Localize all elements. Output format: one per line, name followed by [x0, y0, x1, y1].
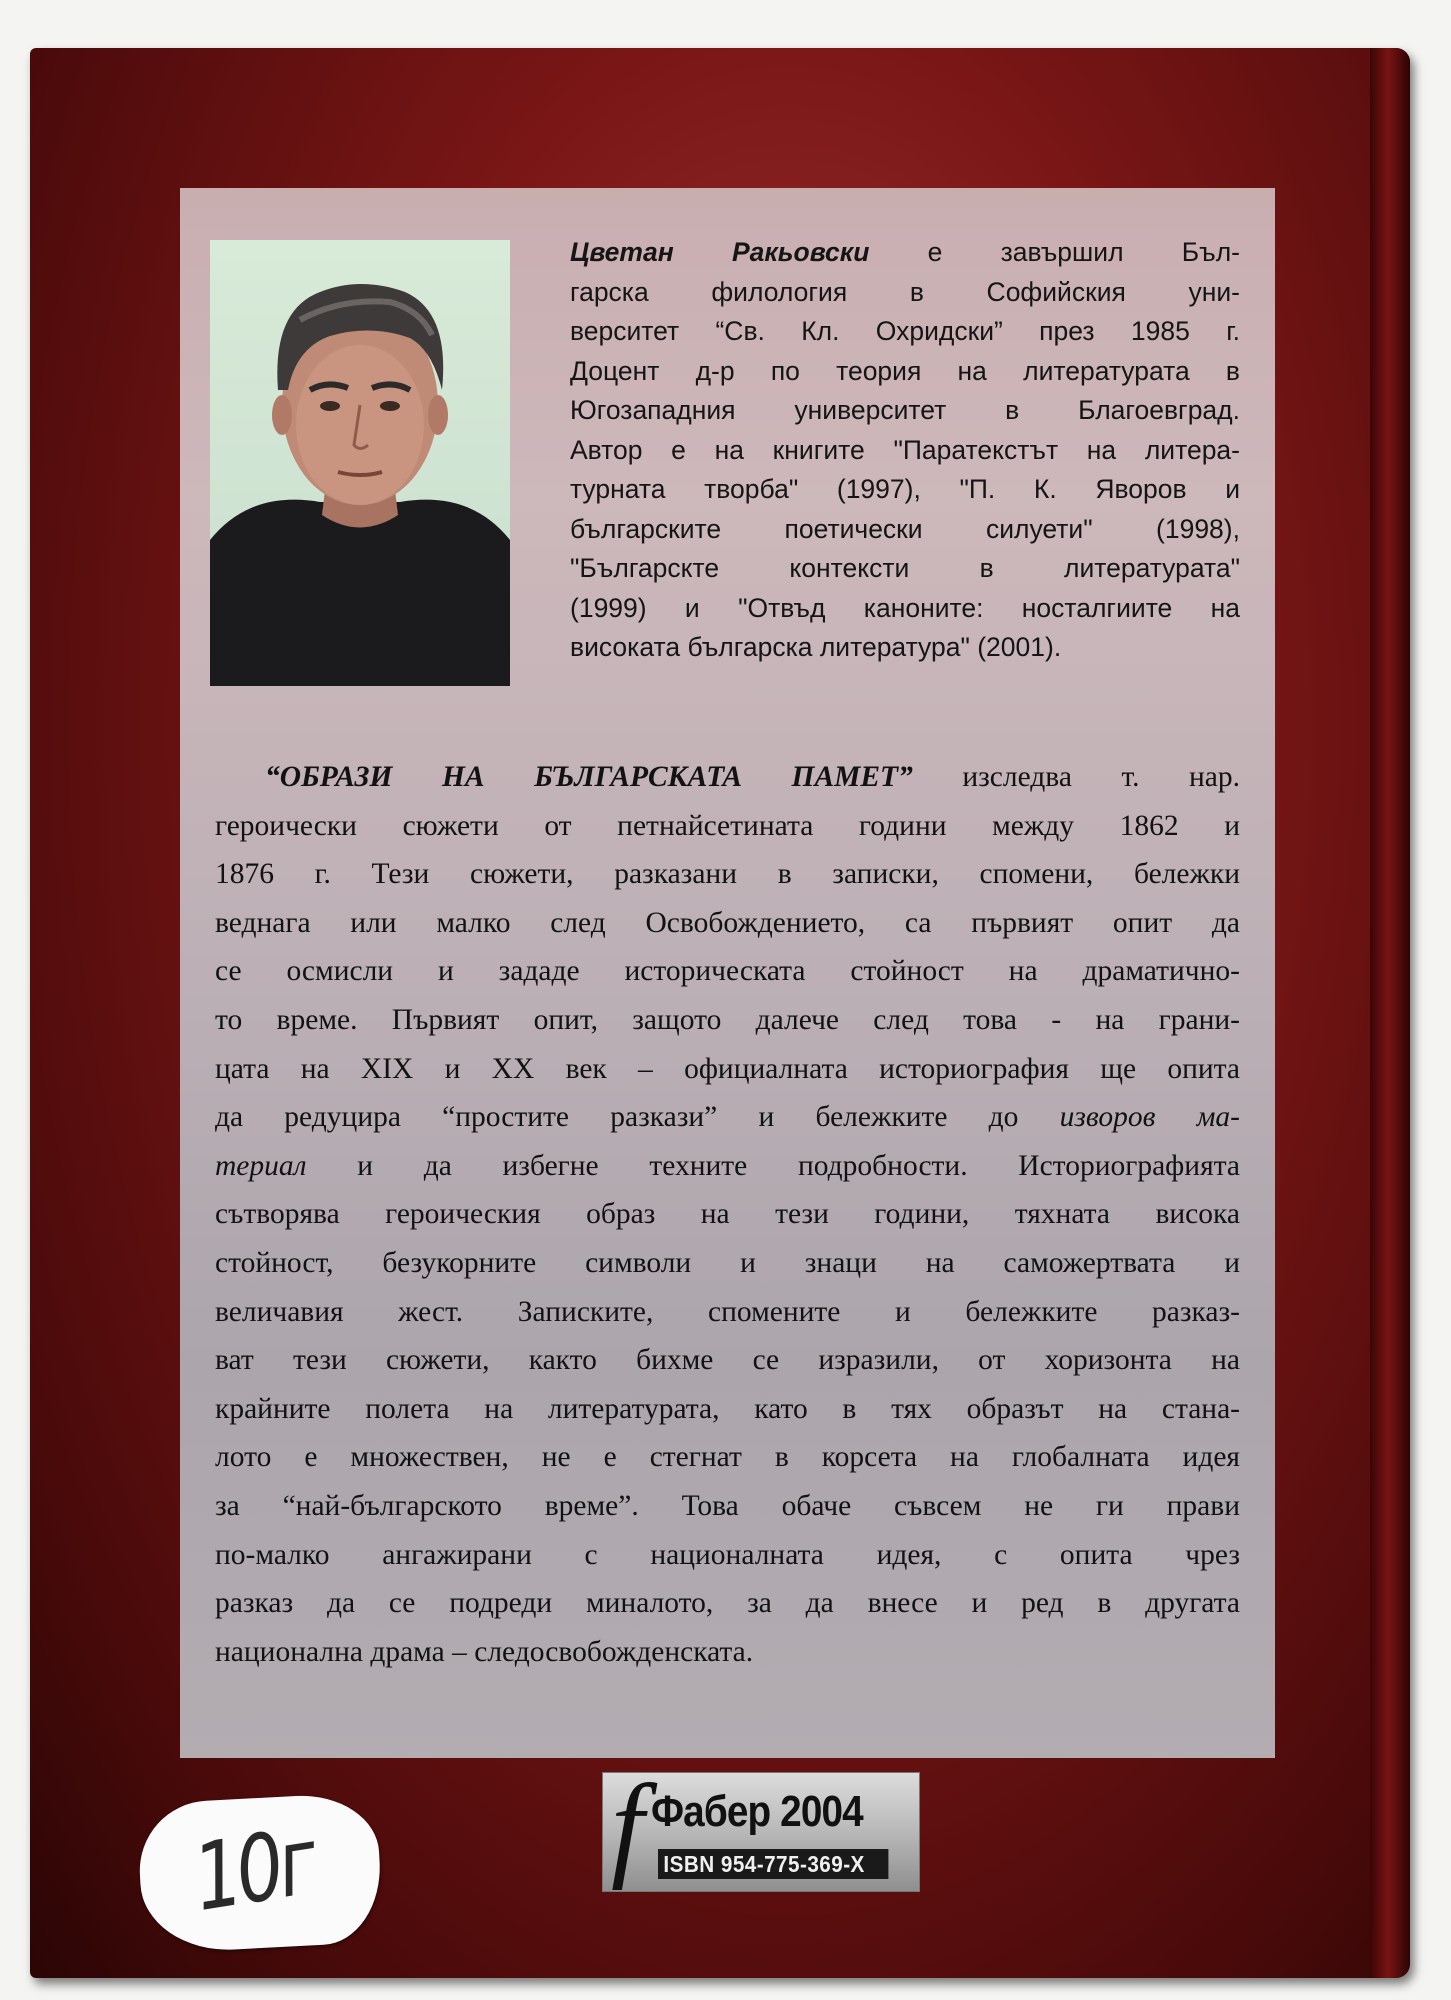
description-line: лото е множествен, не е стегнат в корсета на глобалната идея: [215, 1441, 1240, 1474]
publisher-logo: [602, 1760, 920, 1892]
description-line: ват тези сюжети, както бихме се изразили, от хоризонта на: [215, 1344, 1240, 1377]
description-line: веднага или малко след Освобождението, са първият опит да: [215, 906, 1240, 939]
bio-line: гарска филология в Софийския уни-: [570, 276, 1240, 307]
bio-line: Доцент д-р по теория на литературата в: [570, 355, 1240, 386]
description-line: крайните полета на литературата, като в тях образът на стана-: [215, 1392, 1240, 1425]
text-panel: [180, 188, 1275, 1758]
description-line: по-малко ангажирани с националната идея, с опита чрез: [215, 1538, 1240, 1571]
author-bio: [570, 233, 1240, 668]
book-description: [215, 753, 1240, 1676]
publisher-initial: f: [611, 1760, 644, 1891]
bio-line: турната творба" (1997), "П. К. Яворов и: [570, 474, 1240, 504]
description-line: за “най-българското време”. Това обаче съвсем не ги прави: [215, 1489, 1240, 1522]
price-sticker: [136, 1792, 384, 1954]
bio-line: Автор е на книгите "Паратекстът на литера-: [570, 434, 1240, 465]
book-back-cover: [30, 48, 1410, 1978]
description-line: териал и да избегне техните подробности. Историографията: [215, 1149, 1240, 1182]
description-line: цата на XIX и XX век – официалната историография ще опита: [215, 1052, 1240, 1085]
bio-line: (1999) и "Отвъд каноните: носталгиите на: [570, 592, 1240, 623]
publisher-name-year: Фабер 2004: [651, 1787, 863, 1836]
author-portrait-image: [210, 240, 510, 686]
description-line: героически сюжети от петнайсетината години между 1862 и: [215, 809, 1240, 842]
description-line: то време. Първият опит, защото далече след това - на грани-: [215, 1003, 1240, 1036]
price-label: 10г: [186, 1807, 321, 1932]
description-line: да редуцира “простите разкази” и бележките до изворов ма-: [215, 1101, 1240, 1134]
description-line: величавия жест. Записките, спомените и бележките разказ-: [215, 1295, 1240, 1328]
description-line: сътворява героическия образ на тези години, тяхната висока: [215, 1198, 1240, 1231]
bio-line: българските поетически силуети" (1998),: [570, 513, 1240, 544]
bio-line: високата българска литература" (2001).: [570, 632, 1062, 662]
description-line: стойност, безукорните символи и знаци на саможертвата и: [215, 1246, 1240, 1279]
book-title: “ОБРАЗИ НА БЪЛГАРСКАТА ПАМЕТ”: [265, 761, 913, 793]
bio-line: верситет “Св. Кл. Охридски” през 1985 г.: [570, 316, 1240, 346]
description-line: “ОБРАЗИ НА БЪЛГАРСКАТА ПАМЕТ” изследва т. нар.: [265, 761, 1240, 793]
description-line: национална драма – следосвобожденската.: [215, 1635, 754, 1668]
book-spine: [1370, 48, 1410, 1978]
isbn: ISBN 954-775-369-X: [658, 1849, 888, 1879]
author-name: Цветан Ракьовски: [570, 237, 870, 267]
description-line: се осмисли и зададе историческата стойност на драматично-: [215, 955, 1240, 988]
bio-line: "Българскте контексти в литературата": [570, 553, 1240, 583]
description-line: разказ да се подреди миналото, за да внесе и ред в другата: [215, 1587, 1240, 1620]
author-photo: [210, 240, 510, 686]
description-line: 1876 г. Тези сюжети, разказани в записки, спомени, бележки: [215, 858, 1240, 891]
bio-line: Югозападния университет в Благоевград.: [570, 395, 1240, 425]
bio-line: Цветан Ракьовски е завършил Бъл-: [570, 237, 1241, 267]
